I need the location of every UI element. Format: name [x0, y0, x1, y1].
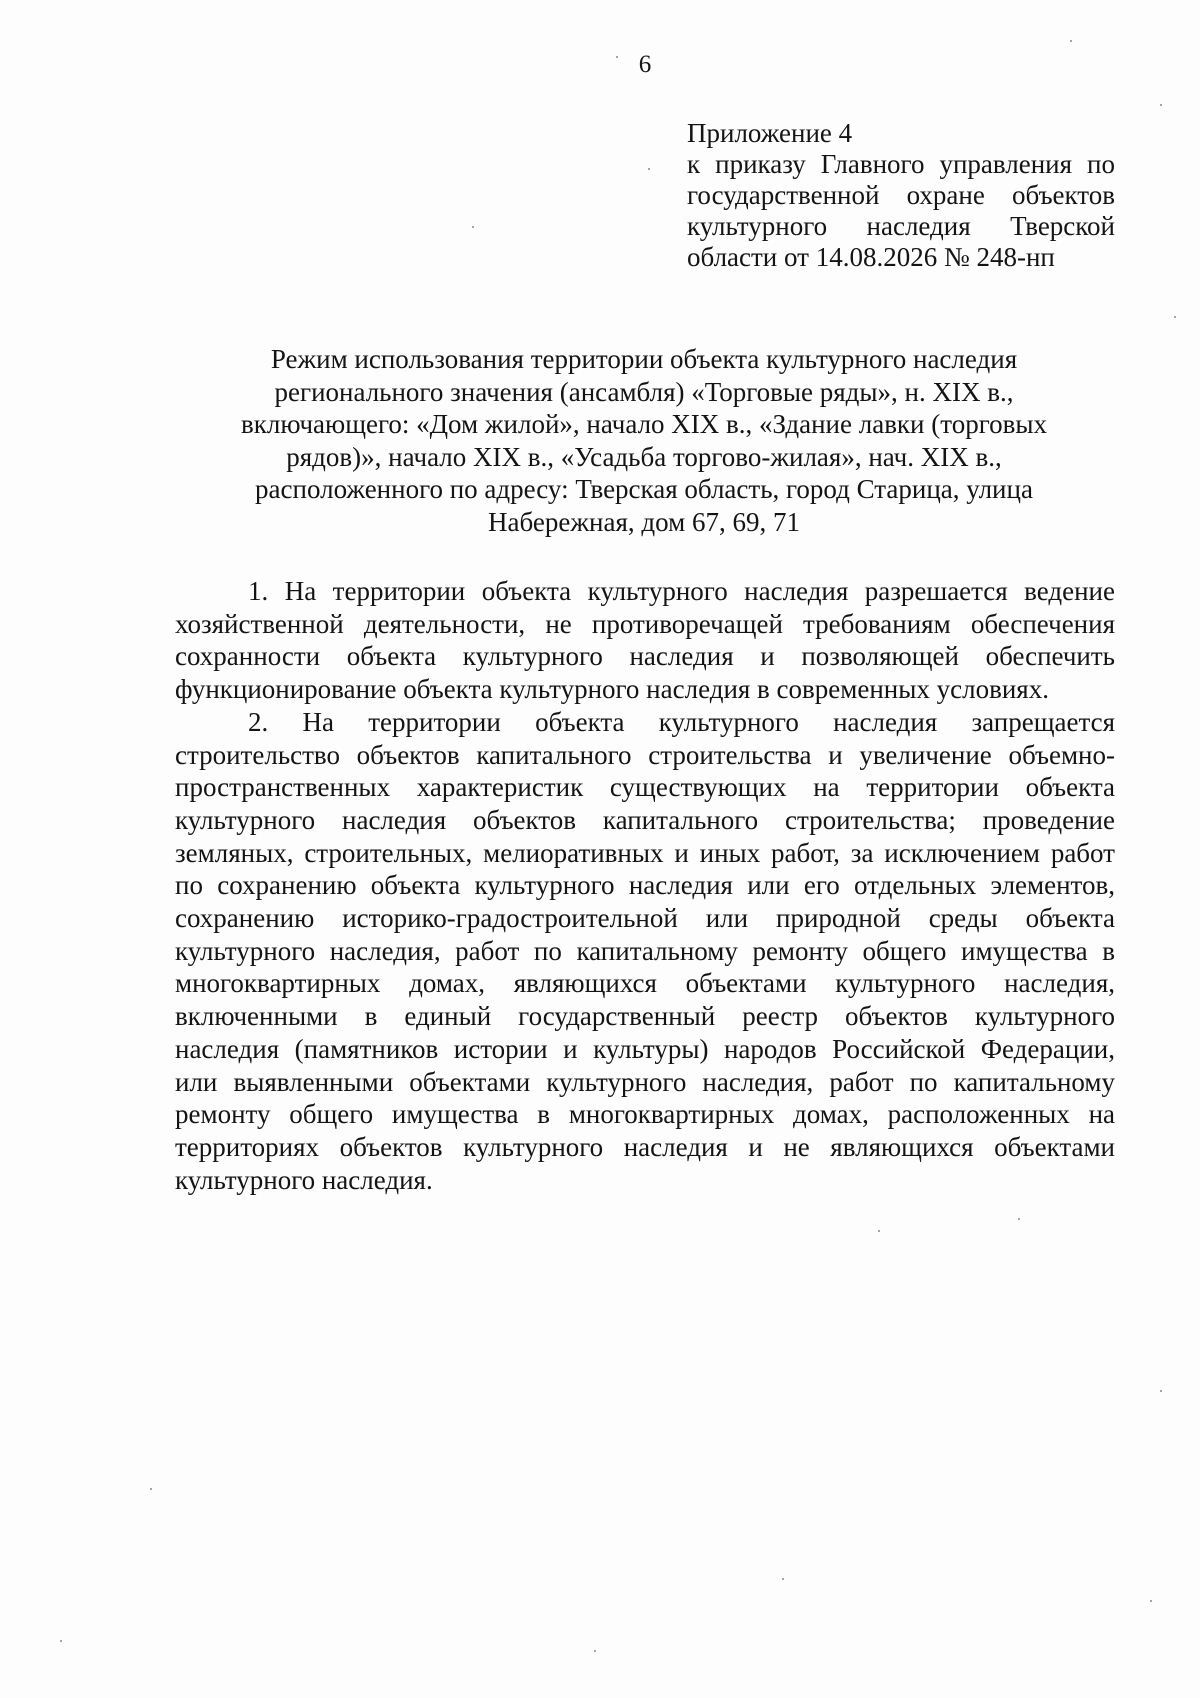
- paragraph-line: строительство объектов капитального строительства и увеличение объемно-: [175, 739, 1115, 770]
- scan-speck: [594, 1650, 596, 1652]
- paragraph-line: сохранности объекта культурного наследия и позволяющей обеспечить: [175, 641, 1115, 672]
- appendix-line: Приложение 4: [687, 118, 853, 148]
- title-line: регионального значения (ансамбля) «Торговые ряды», н. XIX в.,: [274, 376, 1014, 407]
- paragraph-line: 2. На территории объекта культурного наследия запрещается: [248, 706, 1115, 737]
- scan-speck: [878, 1230, 880, 1232]
- title-line: рядов)», начало XIX в., «Усадьба торгово-жилая», нач. XIX в.,: [286, 441, 1002, 472]
- scan-speck: [782, 1578, 784, 1580]
- appendix-line: культурного наследия Тверской: [687, 211, 1115, 241]
- page-number: 6: [638, 51, 652, 78]
- paragraph-line: культурного наследия.: [175, 1164, 433, 1195]
- paragraph-line: сохранению историко-градостроительной или природной среды объекта: [175, 903, 1115, 934]
- scan-speck: [1174, 316, 1176, 318]
- scan-speck: [1160, 104, 1162, 106]
- scan-speck: [1018, 1218, 1020, 1220]
- appendix-header: [687, 118, 1115, 273]
- scan-speck: [1150, 1600, 1152, 1602]
- document-body: [175, 575, 1115, 1196]
- title-line: Набережная, дом 67, 69, 71: [488, 506, 800, 537]
- paragraph-line: 1. На территории объекта культурного наследия разрешается ведение: [248, 576, 1115, 606]
- scan-speck: [616, 56, 618, 58]
- scan-speck: [648, 168, 650, 170]
- paragraph-line: по сохранению объекта культурного наследия или его отдельных элементов,: [175, 870, 1115, 901]
- paragraph-line: земляных, строительных, мелиоративных и иных работ, за исключением работ: [175, 837, 1115, 868]
- appendix-line: государственной охране объектов: [687, 180, 1115, 210]
- scan-speck: [1160, 1390, 1162, 1392]
- paragraph-line: функционирование объекта культурного наследия в современных условиях.: [175, 674, 1049, 705]
- document-title: [160, 343, 1128, 538]
- paragraph-line: многоквартирных домах, являющихся объектами культурного наследия,: [175, 968, 1115, 999]
- paragraph-line: территориях объектов культурного наследия и не являющихся объектами: [175, 1131, 1115, 1162]
- paragraph-1: [175, 575, 1115, 706]
- scan-speck: [1070, 40, 1072, 42]
- paragraph-line: культурного наследия, работ по капитальному ремонту общего имущества в: [175, 935, 1115, 966]
- title-line: включающего: «Дом жилой», начало XIX в., «Здание лавки (торговых: [241, 409, 1047, 439]
- paragraph-line: культурного наследия объектов капитального строительства; проведение: [175, 804, 1115, 835]
- paragraph-line: наследия (памятников истории и культуры) народов Российской Федерации,: [175, 1033, 1115, 1064]
- paragraph-line: включенными в единый государственный реестр объектов культурного: [175, 1001, 1115, 1032]
- scan-speck: [150, 1488, 152, 1490]
- paragraph-line: или выявленными объектами культурного наследия, работ по капитальному: [175, 1066, 1115, 1097]
- paragraph-line: пространственных характеристик существующих на территории объекта: [175, 772, 1115, 803]
- paragraph-line: ремонту общего имущества в многоквартирных домах, расположенных на: [175, 1099, 1115, 1130]
- paragraph-line: хозяйственной деятельности, не противоречащей требованиям обеспечения: [175, 608, 1115, 639]
- title-line: Режим использования территории объекта культурного наследия: [270, 344, 1018, 374]
- appendix-line: к приказу Главного управления по: [687, 149, 1115, 179]
- scan-speck: [472, 226, 474, 228]
- title-line: расположенного по адресу: Тверская область, город Старица, улица: [255, 474, 1033, 504]
- scan-speck: [60, 1640, 62, 1642]
- appendix-line: области от 14.08.2026 № 248-нп: [687, 242, 1055, 272]
- paragraph-2: [175, 706, 1115, 1197]
